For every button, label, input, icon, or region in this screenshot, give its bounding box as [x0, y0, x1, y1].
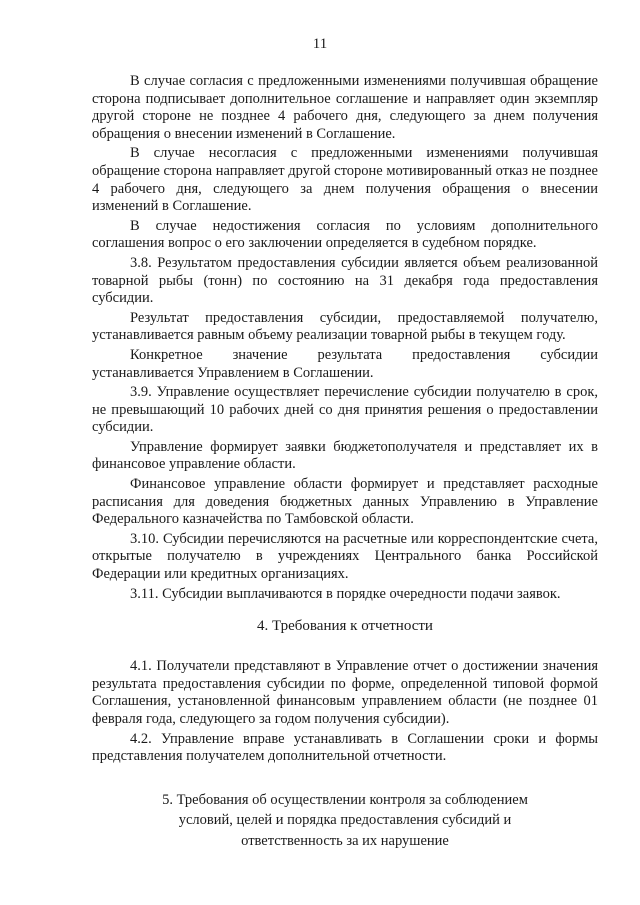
paragraph-finance-dept: Финансовое управление области формирует и представляет расходные расписания для доведения бюджетных данных Управлению в Управление Федерального казначейства по Тамбовской области.	[92, 476, 598, 528]
section-5-heading-line-2: условий, целей и порядка предоставления субсидий и	[178, 812, 512, 829]
paragraph-requests: Управление формирует заявки бюджетополучателя и представляет их в финансовое управление области.	[92, 438, 598, 473]
paragraph-4-1: 4.1. Получатели представляют в Управление отчет о достижении значения результата предоставления субсидии по форме, определенной типовой формой Соглашения, установленной финансовым управлением области (не позднее 01 февраля года, следующего за годом получения субсидии).	[92, 658, 598, 727]
paragraph-4-2: 4.2. Управление вправе устанавливать в Соглашении сроки и формы представления получателем дополнительной отчетности.	[92, 730, 598, 765]
paragraph-3-9: 3.9. Управление осуществляет перечисление субсидии получателю в срок, не превышающий 10 рабочих дней со дня принятия решения о предоставлении субсидии.	[92, 384, 598, 436]
paragraph-3-8: 3.8. Результатом предоставления субсидии является объем реализованной товарной рыбы (тонн) по состоянию на 31 декабря года предоставления субсидии.	[92, 254, 598, 307]
paragraph-result-equal: Результат предоставления субсидии, предоставляемой получателю, устанавливается равным объему реализации товарной рыбы в текущем году.	[92, 309, 598, 344]
paragraph-no-agreement: В случае недостижения согласия по условиям дополнительного соглашения вопрос о его заключении определяется в судебном порядке.	[92, 217, 598, 252]
page-number: 11	[312, 36, 328, 52]
paragraph-result-value: Конкретное значение результата предоставления субсидии устанавливается Управлением в Соглашении.	[92, 346, 598, 381]
paragraph-consent: В случае согласия с предложенными изменениями получившая обращение сторона подписывает дополнительное соглашение и направляет один экземпляр другой стороне не позднее 4 рабочего дня, следующего за днем получения обращения о внесении изменений в Соглашение.	[92, 73, 598, 142]
paragraph-3-10: 3.10. Субсидии перечисляются на расчетные или корреспондентские счета, открытые получателю в учреждениях Центрального банка Российской Федерации или кредитных организациях.	[92, 530, 598, 583]
section-4-heading: 4. Требования к отчетности	[257, 618, 433, 635]
section-5-heading-line-3: ответственность за их нарушение	[241, 832, 449, 849]
paragraph-disagreement: В случае несогласия с предложенными изменениями получившая обращение сторона направляет другой стороне мотивированный отказ не позднее 4 рабочего дня, следующего за днем получения обращения о внесении изменений в Соглашение.	[92, 145, 598, 215]
section-5-heading-line-1: 5. Требования об осуществлении контроля за соблюдением	[162, 791, 528, 808]
document-body	[92, 73, 598, 851]
paragraph-3-11: 3.11. Субсидии выплачиваются в порядке очередности подачи заявок.	[130, 585, 561, 602]
